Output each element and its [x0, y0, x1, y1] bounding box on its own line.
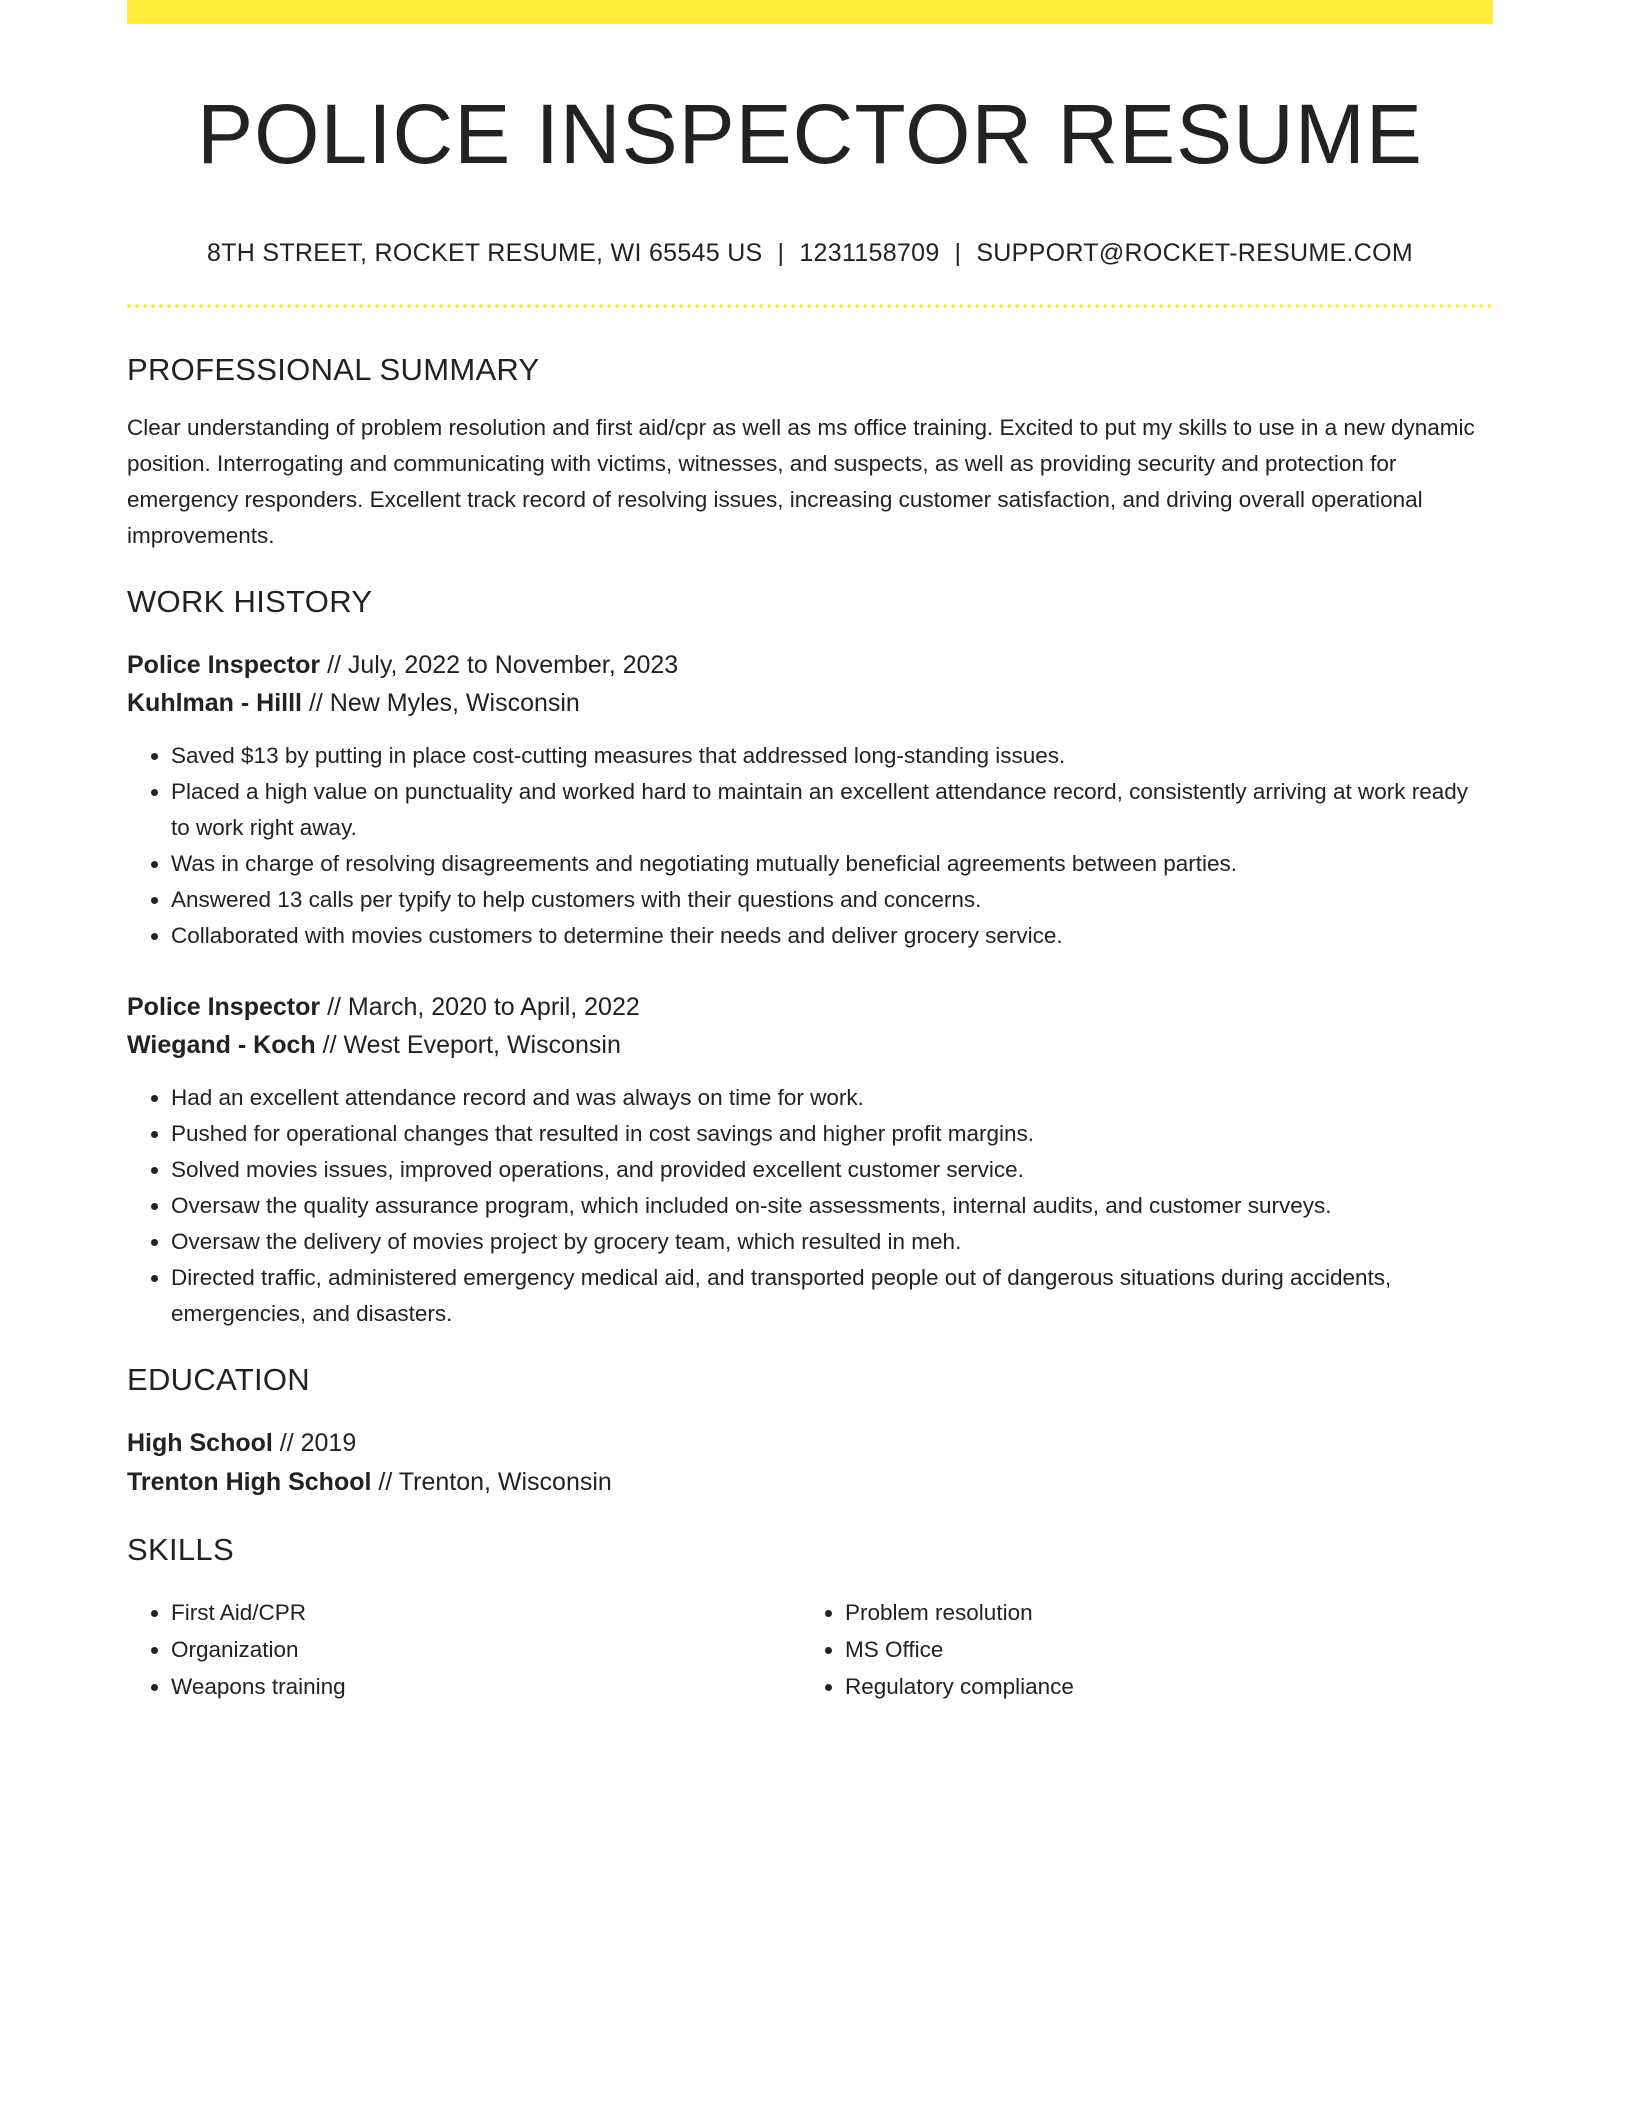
skills-heading: SKILLS: [127, 1531, 234, 1567]
job-location: // New Myles, Wisconsin: [302, 688, 580, 717]
job-bullet: • Collaborated with movies customers to determine their needs and deliver grocery service.: [171, 918, 1493, 954]
education-location: // Trenton, Wisconsin: [371, 1467, 612, 1496]
work-history-heading: WORK HISTORY: [127, 583, 373, 619]
skill-item: • MS Office: [845, 1631, 1475, 1668]
education-year: // 2019: [272, 1428, 357, 1457]
dotted-divider: [127, 304, 1493, 308]
resume-title: POLICE INSPECTOR RESUME: [197, 87, 1423, 181]
contact-line: [127, 239, 1493, 268]
job-bullet: • Was in charge of resolving disagreements and negotiating mutually beneficial agreements between parties.: [171, 846, 1493, 882]
skill-item: • Organization: [171, 1631, 801, 1668]
job-bullets: [127, 738, 1493, 954]
job-role-line: [127, 646, 1493, 684]
contact-address: 8TH STREET, ROCKET RESUME, WI 65545 US: [207, 238, 763, 267]
job-company: Kuhlman - Hilll: [127, 688, 302, 717]
job-bullets: [127, 1080, 1493, 1332]
education-school: Trenton High School: [127, 1467, 372, 1496]
job-bullet: • Answered 13 calls per typify to help customers with their questions and concerns.: [171, 882, 1493, 918]
job-dates: // March, 2020 to April, 2022: [320, 992, 640, 1021]
skill-item: • Weapons training: [171, 1668, 801, 1705]
education-heading: EDUCATION: [127, 1361, 310, 1397]
job-bullet: • Directed traffic, administered emergency medical aid, and transported people out of dangerous situations during accidents, emergencies, and disasters.: [171, 1260, 1493, 1332]
accent-top-bar: [127, 0, 1493, 24]
job-bullet: • Saved $13 by putting in place cost-cutting measures that addressed long-standing issues.: [171, 738, 1493, 774]
job-company: Wiegand - Koch: [127, 1030, 316, 1059]
job-bullet: • Had an excellent attendance record and was always on time for work.: [171, 1080, 1493, 1116]
contact-separator: |: [954, 238, 962, 267]
job-entry: [127, 988, 1493, 1332]
skills-column-right: [801, 1594, 1475, 1705]
job-entry: [127, 646, 1493, 954]
job-company-line: [127, 684, 1493, 722]
job-bullet: • Placed a high value on punctuality and worked hard to maintain an excellent attendance record, consistently arriving at work ready to work right away.: [171, 774, 1493, 846]
contact-email: SUPPORT@ROCKET-RESUME.COM: [976, 238, 1413, 267]
skill-item: • First Aid/CPR: [171, 1594, 801, 1631]
resume-page: [127, 0, 1493, 1705]
education-degree-line: [127, 1424, 1493, 1463]
contact-phone: 1231158709: [799, 238, 940, 267]
education-degree: High School: [127, 1428, 273, 1457]
skill-item: • Problem resolution: [845, 1594, 1475, 1631]
job-company-line: [127, 1026, 1493, 1064]
job-location: // West Eveport, Wisconsin: [315, 1030, 621, 1059]
skills-column-left: [127, 1594, 801, 1705]
job-role-line: [127, 988, 1493, 1026]
job-dates: // July, 2022 to November, 2023: [320, 650, 679, 679]
summary-heading: PROFESSIONAL SUMMARY: [127, 351, 540, 387]
job-role: Police Inspector: [127, 650, 321, 679]
job-role: Police Inspector: [127, 992, 321, 1021]
job-bullet: • Oversaw the quality assurance program, which included on-site assessments, internal audits, and customer surveys.: [171, 1188, 1493, 1224]
skills-grid: [127, 1594, 1493, 1705]
job-bullet: • Oversaw the delivery of movies project by grocery team, which resulted in meh.: [171, 1224, 1493, 1260]
skill-item: • Regulatory compliance: [845, 1668, 1475, 1705]
education-school-line: [127, 1463, 1493, 1502]
job-bullet: • Solved movies issues, improved operations, and provided excellent customer service.: [171, 1152, 1493, 1188]
job-bullet: • Pushed for operational changes that resulted in cost savings and higher profit margins.: [171, 1116, 1493, 1152]
summary-text: Clear understanding of problem resolution and first aid/cpr as well as ms office training. Excited to put my skills to use in a new dynamic position. Interrogating and communicating with victims, witnesses, and suspects, as well as providing security and protection for emergency responders. Excellent track record of resolving issues, increasing customer satisfaction, and driving overall operational improvements.: [127, 414, 1475, 548]
education-entry: [127, 1424, 1493, 1502]
contact-separator: |: [777, 238, 785, 267]
